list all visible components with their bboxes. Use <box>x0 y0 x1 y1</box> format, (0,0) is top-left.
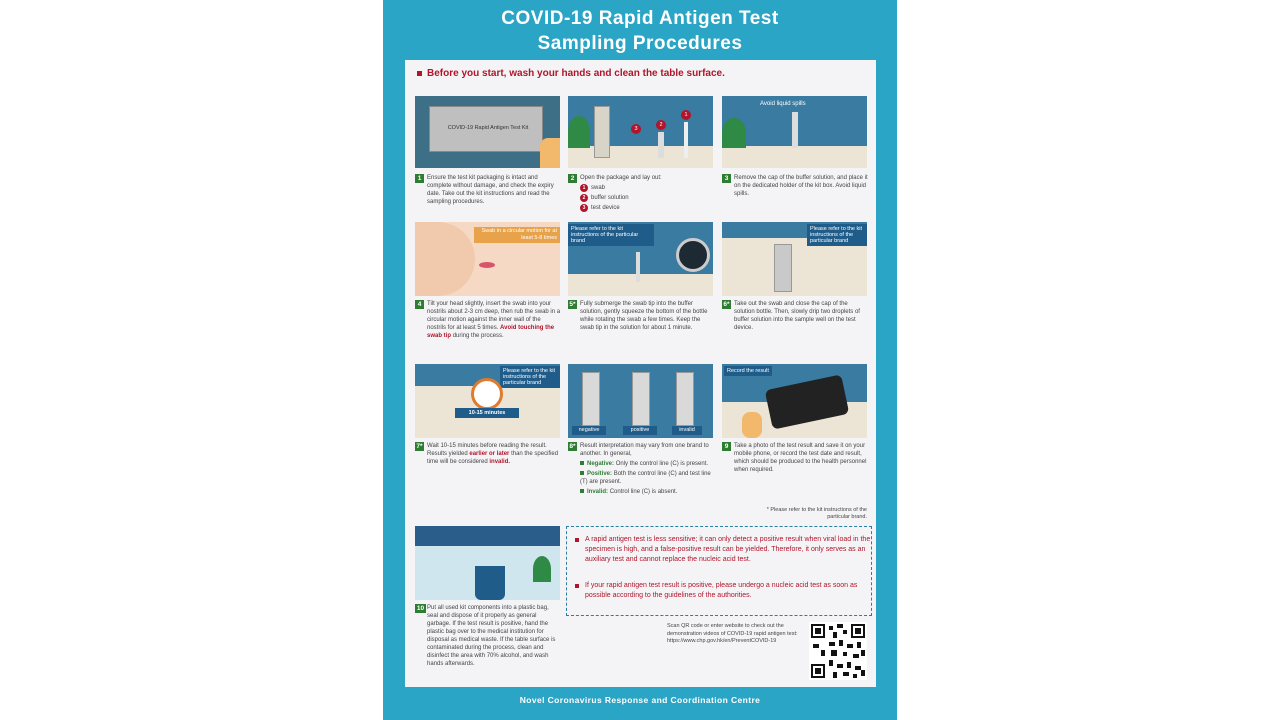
step-4-text-b: during the process. <box>452 333 504 339</box>
step-9-number: 9 <box>722 442 731 451</box>
step-3-number: 3 <box>722 174 731 183</box>
precaution-text: Before you start, wash your hands and clean the table surface. <box>427 68 725 79</box>
image-step-10 <box>415 526 560 600</box>
step-5-number: 5* <box>569 301 576 308</box>
ceiling <box>415 526 560 546</box>
step-2-item-2 <box>580 194 716 202</box>
step-1-number: 1 <box>415 174 424 183</box>
step-9-text: Take a photo of the test result and save it on your mobile phone, or record the test date and result, which should be produced to the health personnel when required. <box>734 443 867 473</box>
cassette-invalid <box>676 372 694 426</box>
plant-illustration-3 <box>722 118 746 148</box>
footer-organization: Novel Coronavirus Response and Coordination Centre <box>519 695 761 705</box>
alarm-clock-icon <box>471 378 503 410</box>
buffer-vial <box>792 112 798 148</box>
result-positive <box>580 470 716 486</box>
kit-box <box>429 106 543 152</box>
refer-brand-banner-5: Please refer to the kit instructions of the particular brand <box>568 224 654 246</box>
step-4-warning: Avoid touching the swab tip <box>427 325 555 339</box>
green-square-icon <box>580 471 584 475</box>
test-device <box>594 106 610 158</box>
poster <box>383 0 897 720</box>
cassette-positive <box>632 372 650 426</box>
item-label-swab: swab <box>591 185 606 191</box>
result-negative-desc: Only the control line (C) is present. <box>615 461 709 467</box>
hand-illustration <box>540 138 560 168</box>
step-7-number: 7* <box>416 443 423 450</box>
step-10 <box>415 604 561 668</box>
green-square-icon <box>580 489 584 493</box>
step-7-warning-1: earlier or later <box>469 451 510 457</box>
item-number-3: 3 <box>580 204 588 212</box>
marker-1: 1 <box>681 110 691 120</box>
image-step-3 <box>722 96 867 168</box>
image-step-7 <box>415 364 560 438</box>
plant-illustration-10 <box>533 556 551 582</box>
step-2-item-3 <box>580 204 716 212</box>
step-9 <box>722 442 870 474</box>
kit-box-label: COVID-19 Rapid Antigen Test Kit <box>447 125 529 131</box>
label-positive: positive <box>623 426 657 435</box>
refer-brand-banner-6: Please refer to the kit instructions of the particular brand <box>807 224 867 246</box>
step-10-number: 10 <box>416 605 425 612</box>
note-2-text: If your rapid antigen test result is positive, please undergo a nucleic acid test as soon as possible according to the guidelines of the authorities. <box>585 582 858 599</box>
step-2-item-1 <box>580 184 716 192</box>
step-6-text: Take out the swab and close the cap of the solution bottle. Then, slowly drip two droplets of buffer solution into the sample well on the test device. <box>734 301 860 331</box>
step-3 <box>722 174 870 198</box>
step-4-number: 4 <box>415 300 424 309</box>
cassette-negative <box>582 372 600 426</box>
image-step-2 <box>568 96 713 168</box>
test-cassette <box>774 244 792 292</box>
step-7 <box>415 442 561 466</box>
step-8 <box>568 442 716 496</box>
image-step-8 <box>568 364 713 438</box>
image-step-4 <box>415 222 560 296</box>
item-number-1: 1 <box>580 184 588 192</box>
step-6-number: 6* <box>723 301 730 308</box>
step-4-text-a: Tilt your head slightly, insert the swab into your nostrils about 2-3 cm deep, then rub the swab in a circular motion against the inner wall of the nostrils for at least 5 times. <box>427 301 561 331</box>
step-5-text: Fully submerge the swab tip into the buffer solution, gently squeeze the bottom of the bottle while rotating the swab a few times. Keep the swab tip in the solution for about 1 minute. <box>580 301 708 331</box>
instruction-sheet <box>405 60 876 687</box>
step-2-text: Open the package and lay out: <box>580 175 662 181</box>
step-2 <box>568 174 716 212</box>
garbage-bin-icon <box>475 566 505 600</box>
result-invalid <box>580 488 716 496</box>
avoid-spills-label: Avoid liquid spills <box>760 101 806 107</box>
step-1 <box>415 174 561 206</box>
step-4-text <box>427 300 561 340</box>
swab-in-bottle <box>636 252 640 282</box>
refer-brand-banner-7: Please refer to the kit instructions of the particular brand <box>500 366 560 388</box>
result-positive-label: Positive: <box>587 471 613 477</box>
step-1-text: Ensure the test kit packaging is intact and complete without damage, and check the expiry date. Take out the kit instructions and read the sampling procedures. <box>427 175 554 205</box>
step-7-warning-2: invalid. <box>489 459 511 465</box>
step-3-text: Remove the cap of the buffer solution, and place it on the dedicated holder of the kit box. Avoid liquid spills. <box>734 175 868 197</box>
kit-instructions-note: * Please refer to the kit instructions of the particular brand. <box>766 507 867 520</box>
table-surface-6 <box>722 238 867 296</box>
bullet-square-icon <box>575 584 579 588</box>
swab <box>684 122 688 158</box>
step-4 <box>415 300 561 340</box>
image-step-6 <box>722 222 867 296</box>
result-positive-desc: Both the control line (C) and test line (T) are present. <box>580 471 711 485</box>
marker-3: 3 <box>631 124 641 134</box>
step-8-text: Result interpretation may vary from one brand to another. In general, <box>580 443 709 457</box>
buffer-bottle <box>658 132 664 158</box>
title-line-1: COVID-19 Rapid Antigen Test <box>501 8 779 29</box>
step-7-text <box>427 442 561 466</box>
result-invalid-desc: Control line (C) is absent. <box>609 489 678 495</box>
bullet-square-icon <box>575 538 579 542</box>
green-square-icon <box>580 461 584 465</box>
label-invalid: invalid <box>672 426 702 435</box>
step-7-text-b: than the specified time will be considered <box>427 451 559 465</box>
note-1 <box>575 535 875 565</box>
step-8-number: 8* <box>569 443 576 450</box>
image-step-1 <box>415 96 560 168</box>
item-label-device: test device <box>591 205 620 211</box>
hand-illustration-9 <box>742 412 762 438</box>
qr-instruction: Scan QR code or enter website to check out the demonstration videos of COVID-19 rapid antigen test: <box>667 623 798 637</box>
timer-icon <box>676 238 710 272</box>
precaution-line <box>417 68 725 79</box>
table-surface <box>568 146 713 168</box>
lips <box>479 262 495 268</box>
poster-title <box>383 6 897 56</box>
important-notes-box <box>566 526 872 616</box>
table-surface-3 <box>722 146 867 168</box>
image-step-9 <box>722 364 867 438</box>
result-negative-label: Negative: <box>587 461 615 467</box>
qr-caption <box>667 623 805 646</box>
step-5 <box>568 300 716 332</box>
item-number-2: 2 <box>580 194 588 202</box>
record-result-banner: Record the result <box>724 366 772 376</box>
table-surface-5 <box>568 274 713 296</box>
bullet-square-icon <box>417 71 422 76</box>
face-illustration <box>415 222 475 296</box>
qr-url[interactable]: https://www.chp.gov.hk/en/PreventCOVID-19 <box>667 638 777 644</box>
result-invalid-label: Invalid: <box>587 489 609 495</box>
note-1-text: A rapid antigen test is less sensitive; it can only detect a positive result when viral load in the specimen is high, and a false-positive result can be yielded. Therefore, it only serves as an auxiliary test and cannot replace the nucleic acid test. <box>585 536 871 563</box>
step-7-text-a: Wait 10-15 minutes before reading the result. Results yielded <box>427 443 547 457</box>
circular-motion-banner: Swab in a circular motion for at least 5-8 times <box>474 227 560 243</box>
result-negative <box>580 460 716 468</box>
image-step-5 <box>568 222 713 296</box>
qr-code-icon[interactable] <box>809 622 867 680</box>
title-line-2: Sampling Procedures <box>537 33 743 54</box>
plant-illustration <box>568 116 590 148</box>
step-2-number: 2 <box>568 174 577 183</box>
step-6 <box>722 300 870 332</box>
note-2 <box>575 581 875 601</box>
label-negative: negative <box>572 426 606 435</box>
timer-label: 10-15 minutes <box>455 408 519 418</box>
step-10-text: Put all used kit components into a plastic bag, seal and dispose of it properly as general garbage. If the test result is positive, hand the plastic bag over to the medical institution for disposal as medical waste. If the table surface is contaminated during the process, clean and disinfect the area with 70% alcohol, and wash hands afterwards. <box>427 605 556 667</box>
marker-2: 2 <box>656 120 666 130</box>
item-label-buffer: buffer solution <box>591 195 629 201</box>
